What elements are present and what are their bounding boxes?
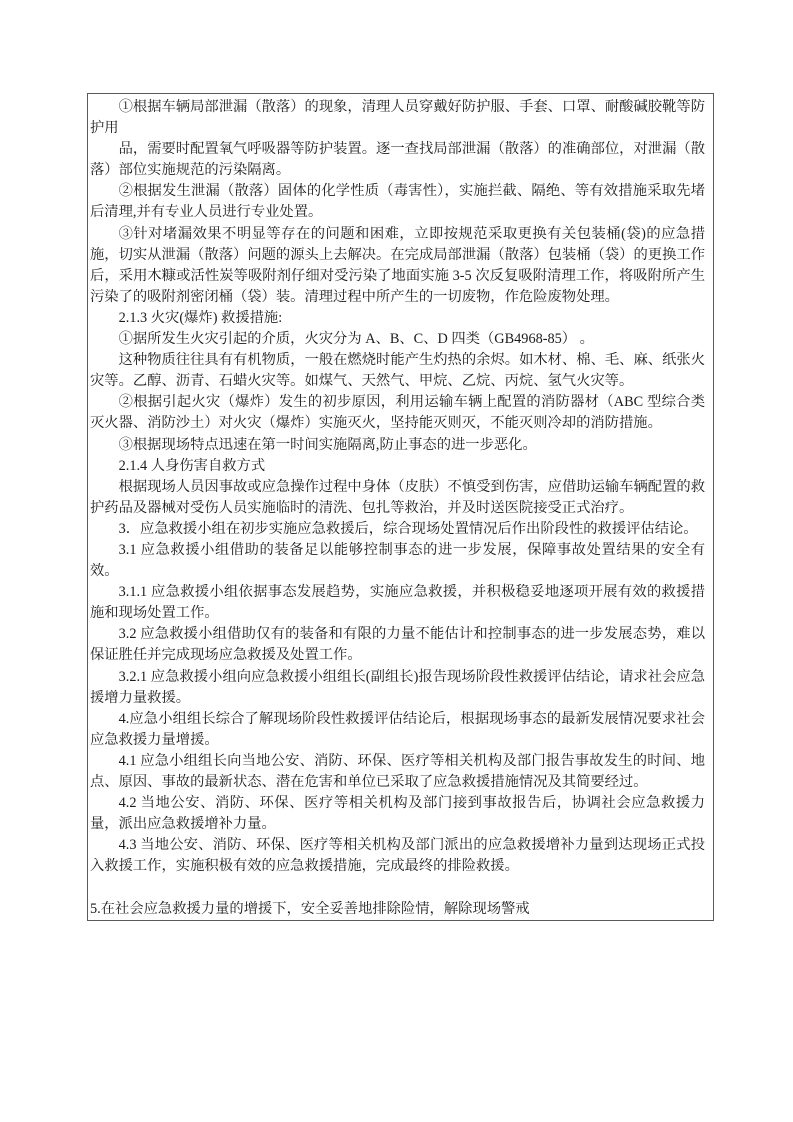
- paragraph: 4.3 当地公安、消防、环保、医疗等相关机构及部门派出的应急救援增补力量到达现场正式投入救援工作，实施积极有效的应急救援措施，完成最终的排险救援。: [90, 837, 705, 875]
- paragraph: 2.1.3 火灾(爆炸) 救援措施:: [118, 309, 283, 326]
- paragraph: ③根据现场特点迅速在第一时间实施隔离,防止事态的进一步恶化。: [118, 436, 537, 453]
- paragraph: 4.2 当地公安、消防、环保、医疗等相关机构及部门接到事故报告后，协调社会应急救援力量，派出应急救援增补力量。: [90, 795, 705, 833]
- paragraph: 这种物质往往具有有机物质，一般在燃烧时能产生灼热的余烬。如木材、棉、毛、麻、纸张火灾等。乙醇、沥青、石蜡火灾等。如煤气、天然气、甲烷、乙烷、丙烷、氢气火灾等。: [90, 352, 705, 390]
- paragraph: 4.应急小组组长综合了解现场阶段性救援评估结论后，根据现场事态的最新发展情况要求社会应急救援力量增援。: [90, 710, 705, 748]
- paragraph: 3.1.1 应急救援小组依据事态发展趋势，实施应急救援，并积极稳妥地逐项开展有效的救援措施和现场处置工作。: [90, 584, 705, 622]
- blank-line: [90, 877, 705, 898]
- paragraph: 3.1 应急救援小组借助的装备足以能够控制事态的进一步发展，保障事故处置结果的安全有效。: [90, 541, 705, 580]
- paragraph: ③针对堵漏效果不明显等存在的问题和困难，立即按规范采取更换有关包装桶(袋)的应急措施，切实从泄漏（散落）问题的源头上去解决。在完成局部泄漏（散落）包装桶（袋）的更换工作后，采用木糠或活性炭等吸附剂仔细对受污染了地面实施 3-5 次反复吸附清理工作，将吸附所产生污染了的吸附剂密闭桶（袋）装。清理过程中所产生的一切废物，作危险废物处理。: [90, 225, 705, 305]
- paragraph: 2.1.4 人身伤害自救方式: [118, 457, 266, 474]
- paragraph: 3.2.1 应急救援小组向应急救援小组组长(副组长)报告现场阶段性救援评估结论，请求社会应急援增力量救援。: [90, 668, 705, 706]
- paragraph: 4.1 应急小组组长向当地公安、消防、环保、医疗等相关机构及部门报告事故发生的时间、地点、原因、事故的最新状态、潜在危害和单位已采取了应急救援措施情况及其简要经过。: [90, 752, 705, 790]
- paragraph: 根据现场人员因事故或应急操作过程中身体（皮肤）不慎受到伤害，应借助运输车辆配置的救护药品及器械对受伤人员实施临时的清洗、包扎等救治，并及时送医院接受正式治疗。: [90, 478, 705, 516]
- paragraph: ①据所发生火灾引起的介质，火灾分为 A、B、C、D 四类（GB4968-85） 。: [118, 331, 594, 348]
- paragraph: ②根据引起火灾（爆炸）发生的初步原因，利用运输车辆上配置的消防器材（ABC 型综合类灭火器、消防沙土）对火灾（爆炸）实施灭火，坚持能灭则灭，不能灭则冷却的消防措施。: [90, 394, 705, 432]
- paragraph: ②根据发生泄漏（散落）固体的化学性质（毒害性），实施拦截、隔绝、等有效措施采取先堵后清理,并有专业人员进行专业处置。: [90, 183, 705, 221]
- paragraph: 5.在社会应急救援力量的增援下，安全妥善地排除险情，解除现场警戒: [90, 900, 530, 917]
- paragraph-list: [90, 97, 705, 920]
- paragraph: 3．应急救援小组在初步实施应急救援后，综合现场处置情况后作出阶段性的救援评估结论。: [118, 520, 698, 537]
- paragraph: 品，需要时配置氧气呼吸器等防护装置。逐一查找局部泄漏（散落）的准确部位，对泄漏（散落）部位实施规范的污染隔离。: [90, 141, 705, 179]
- paragraph: 3.2 应急救援小组借助仅有的装备和有限的力量不能估计和控制事态的进一步发展态势，难以保证胜任并完成现场应急救援及处置工作。: [90, 626, 705, 664]
- content-cell: [87, 93, 714, 921]
- paragraph: ①根据车辆局部泄漏（散落）的现象，清理人员穿戴好防护服、手套、口罩、耐酸碱胶靴等防护用: [90, 99, 705, 137]
